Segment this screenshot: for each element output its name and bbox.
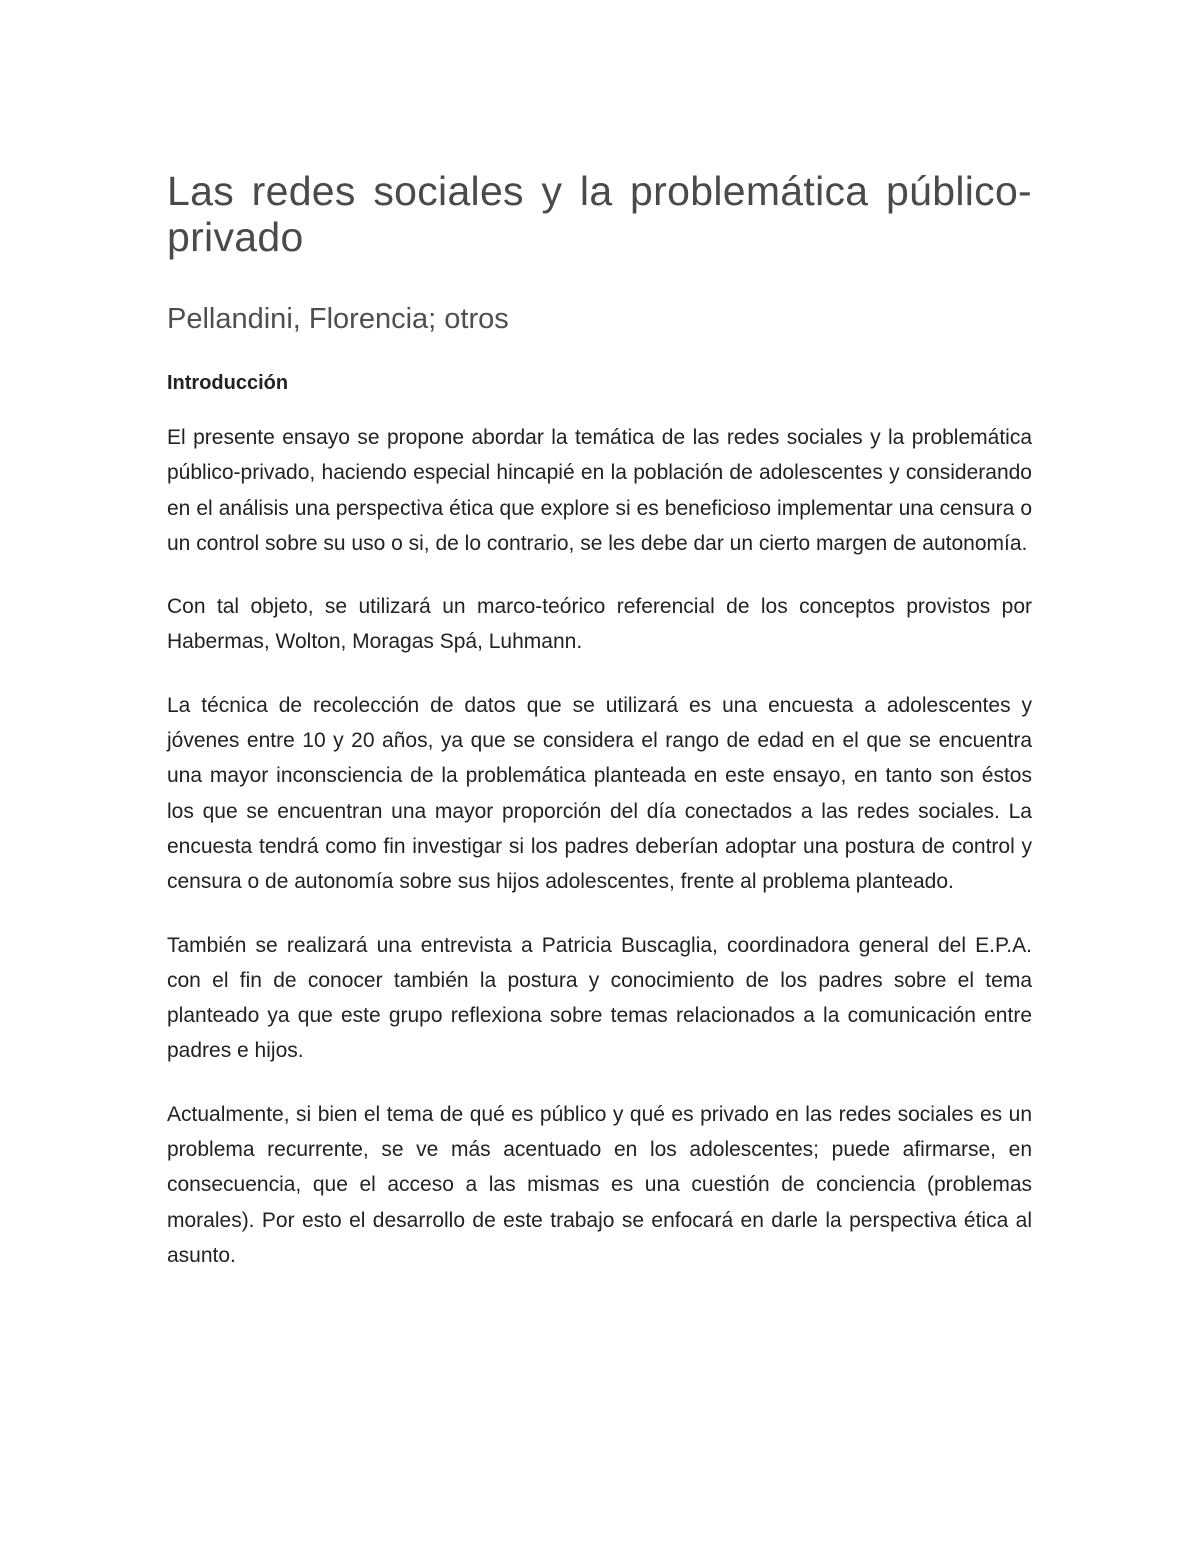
paragraph-5: Actualmente, si bien el tema de qué es público y qué es privado en las redes sociales es un problema recurrente, se ve más acentuado en los adolescentes; puede afirmarse, en consecuencia, que el acceso a las mismas es una cuestión de conciencia (problemas morales). Por esto el desarrollo de este trabajo se enfocará en darle la perspectiva ética al asunto. <box>167 1102 1032 1267</box>
section-heading: Introducción <box>167 372 289 394</box>
paragraph-3: La técnica de recolección de datos que se utilizará es una encuesta a adolescentes y jóvenes entre 10 y 20 años, ya que se considera el rango de edad en el que se encuentra una mayor inconsciencia de la problemática planteada en este ensayo, en tanto son éstos los que se encuentran una mayor proporción del día conectados a las redes sociales. La encuesta tendrá como fin investigar si los padres deberían adoptar una postura de control y censura o de autonomía sobre sus hijos adolescentes, frente al problema planteado. <box>167 693 1032 894</box>
paragraph-2: Con tal objeto, se utilizará un marco-teórico referencial de los conceptos provistos por Habermas, Wolton, Moragas Spá, Luhmann. <box>167 595 1032 654</box>
paragraph-1: El presente ensayo se propone abordar la temática de las redes sociales y la problemática público-privado, haciendo especial hincapié en la población de adolescentes y considerando en el análisis una perspectiva ética que explore si es beneficioso implementar una censura o un control sobre su uso o si, de lo contrario, se les debe dar un cierto margen de autonomía. <box>167 426 1032 555</box>
paragraph-4: También se realizará una entrevista a Patricia Buscaglia, coordinadora general del E.P.A. con el fin de conocer también la postura y conocimiento de los padres sobre el tema planteado ya que este grupo reflexiona sobre temas relacionados a la comunicación entre padres e hijos. <box>167 933 1032 1063</box>
document-page <box>167 168 1032 1273</box>
document-title: Las redes sociales y la problemática público-privado <box>167 168 1032 260</box>
document-author: Pellandini, Florencia; otros <box>167 303 509 335</box>
